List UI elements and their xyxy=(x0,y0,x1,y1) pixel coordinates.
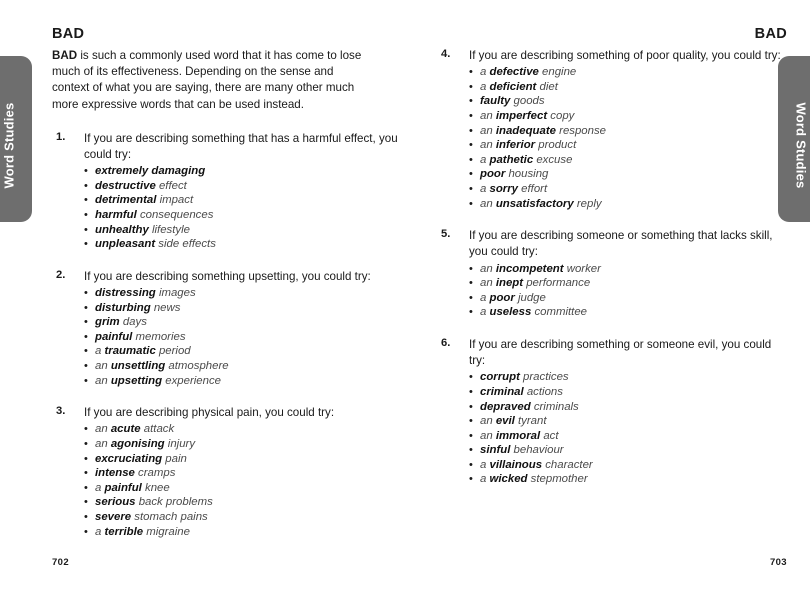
synonym-article: a xyxy=(480,458,490,471)
folio-right: 703 xyxy=(769,557,787,568)
synonym-list xyxy=(469,370,787,487)
sense-prompt: If you are describing something that has a harmful effect, you could try: xyxy=(84,131,398,162)
synonym-collocate: period xyxy=(155,345,191,358)
synonym-collocate: cramps xyxy=(134,467,176,480)
running-head-right: BAD xyxy=(754,26,787,42)
page-left-body xyxy=(52,48,402,556)
synonym-item xyxy=(469,370,787,385)
synonym-keyword: evil xyxy=(495,415,515,428)
synonym-keyword: unhealthy xyxy=(95,223,149,236)
synonym-item xyxy=(469,429,787,444)
synonym-list xyxy=(469,262,787,320)
synonym-keyword: severe xyxy=(95,510,132,523)
synonym-keyword: inferior xyxy=(495,139,536,152)
synonym-collocate: images xyxy=(155,286,196,299)
synonym-item xyxy=(469,305,787,320)
synonym-list xyxy=(84,164,402,252)
synonym-item xyxy=(469,167,787,182)
sense-number: 4. xyxy=(441,48,451,60)
synonym-keyword: incompetent xyxy=(495,262,564,275)
synonym-keyword: disturbing xyxy=(95,301,151,314)
synonym-article: a xyxy=(95,481,105,494)
synonym-item xyxy=(469,94,787,109)
synonym-collocate: stomach pains xyxy=(131,510,208,523)
synonym-keyword: faulty xyxy=(480,95,511,108)
synonym-item xyxy=(84,301,402,316)
synonym-item xyxy=(469,65,787,80)
synonym-collocate: days xyxy=(119,316,147,329)
sense-block xyxy=(52,269,402,388)
synonym-item xyxy=(469,262,787,277)
synonym-collocate: pain xyxy=(162,452,187,465)
synonym-collocate: tyrant xyxy=(514,415,547,428)
synonym-item xyxy=(469,276,787,291)
synonym-keyword: sorry xyxy=(489,182,518,195)
synonym-collocate: excuse xyxy=(533,153,573,166)
synonym-collocate: impact xyxy=(156,194,194,207)
synonym-keyword: unpleasant xyxy=(95,238,156,251)
synonym-collocate: knee xyxy=(141,481,170,494)
synonym-item xyxy=(469,124,787,139)
sense-number: 6. xyxy=(441,336,451,349)
synonym-article: an xyxy=(95,374,111,387)
synonym-keyword: criminal xyxy=(480,385,524,398)
synonym-item xyxy=(84,510,402,525)
synonym-collocate: judge xyxy=(514,291,546,304)
sense-number: 1. xyxy=(56,130,66,143)
synonym-keyword: harmful xyxy=(95,209,137,221)
synonym-collocate: housing xyxy=(505,168,549,181)
synonym-item xyxy=(84,452,402,467)
synonym-collocate: news xyxy=(150,301,181,314)
synonym-item xyxy=(84,223,402,238)
synonym-collocate: stepmother xyxy=(527,473,588,486)
synonym-item xyxy=(469,472,787,487)
sense-list-left xyxy=(52,131,402,539)
synonym-article: an xyxy=(95,359,111,372)
sense-block xyxy=(52,131,402,252)
synonym-article: a xyxy=(480,473,490,486)
synonym-keyword: corrupt xyxy=(480,371,520,384)
synonym-item xyxy=(84,359,402,374)
synonym-keyword: traumatic xyxy=(104,345,156,358)
synonym-keyword: poor xyxy=(489,291,515,304)
synonym-keyword: depraved xyxy=(480,400,531,413)
synonym-keyword: defective xyxy=(489,66,539,79)
synonym-collocate: committee xyxy=(531,306,588,319)
synonym-keyword: pathetic xyxy=(489,153,534,166)
synonym-collocate: reply xyxy=(573,197,602,210)
synonym-collocate: effect xyxy=(155,179,187,192)
synonym-collocate: memories xyxy=(132,330,186,343)
synonym-keyword: distressing xyxy=(95,286,156,299)
synonym-item xyxy=(84,193,402,208)
synonym-keyword: terrible xyxy=(104,525,144,538)
sense-number: 2. xyxy=(56,268,66,281)
synonym-collocate: criminals xyxy=(530,400,579,413)
folio-left: 702 xyxy=(52,557,70,568)
synonym-list xyxy=(469,65,787,211)
synonym-item xyxy=(84,237,402,252)
sense-prompt: If you are describing something or someone evil, you could try: xyxy=(469,337,772,368)
sense-block xyxy=(437,48,787,211)
synonym-item xyxy=(469,80,787,95)
sense-block xyxy=(52,405,402,539)
synonym-item xyxy=(84,179,402,194)
synonym-article: a xyxy=(480,182,490,195)
sense-prompt: If you are describing something of poor quality, you could try: xyxy=(469,49,781,62)
synonym-keyword: deficient xyxy=(489,80,537,93)
side-tab-right-label: Word Studies xyxy=(793,102,809,188)
sense-list-right xyxy=(437,48,787,487)
synonym-collocate: diet xyxy=(536,80,558,93)
intro-paragraph xyxy=(52,48,372,113)
synonym-item xyxy=(84,374,402,389)
synonym-article: a xyxy=(480,291,490,304)
synonym-article: a xyxy=(95,345,105,358)
side-tab-left[interactable] xyxy=(0,56,32,222)
synonym-keyword: grim xyxy=(95,316,120,329)
synonym-item xyxy=(84,422,402,437)
synonym-article: an xyxy=(480,415,496,428)
synonym-article: an xyxy=(480,109,496,122)
sense-prompt: If you are describing someone or something that lacks skill, you could try: xyxy=(469,229,773,259)
synonym-collocate: side effects xyxy=(155,238,216,251)
sense-number: 5. xyxy=(441,228,451,241)
synonym-collocate: product xyxy=(535,139,577,152)
synonym-collocate: attack xyxy=(140,423,175,436)
page-left xyxy=(52,0,402,592)
synonym-article: an xyxy=(480,139,496,152)
synonym-keyword: useless xyxy=(489,306,532,319)
synonym-keyword: extremely damaging xyxy=(95,165,206,178)
synonym-collocate: consequences xyxy=(136,209,214,221)
synonym-article: an xyxy=(480,277,496,290)
synonym-collocate: migraine xyxy=(143,525,190,538)
synonym-item xyxy=(469,400,787,415)
synonym-collocate: character xyxy=(542,458,593,471)
synonym-article: an xyxy=(480,429,496,442)
sense-number: 3. xyxy=(56,405,66,418)
synonym-keyword: acute xyxy=(110,423,141,436)
synonym-article: a xyxy=(480,153,490,166)
synonym-keyword: imperfect xyxy=(495,109,548,122)
synonym-keyword: villainous xyxy=(489,458,543,471)
synonym-keyword: serious xyxy=(95,496,136,509)
synonym-keyword: upsetting xyxy=(110,374,163,387)
running-head-left: BAD xyxy=(52,26,85,42)
synonym-article: an xyxy=(480,262,496,275)
synonym-item xyxy=(469,458,787,473)
synonym-keyword: inept xyxy=(495,277,524,290)
synonym-list xyxy=(84,286,402,388)
sense-prompt: If you are describing physical pain, you could try: xyxy=(84,406,335,420)
synonym-item xyxy=(84,525,402,540)
synonym-item xyxy=(84,495,402,510)
synonym-keyword: wicked xyxy=(489,473,528,486)
synonym-item xyxy=(84,344,402,359)
synonym-item xyxy=(469,138,787,153)
synonym-item xyxy=(84,437,402,452)
synonym-list xyxy=(84,422,402,539)
synonym-item xyxy=(469,182,787,197)
synonym-collocate: lifestyle xyxy=(148,223,190,236)
page-right xyxy=(437,0,787,592)
synonym-collocate: actions xyxy=(523,385,563,398)
synonym-article: a xyxy=(480,306,490,319)
synonym-collocate: goods xyxy=(510,95,545,108)
synonym-item xyxy=(469,414,787,429)
synonym-keyword: destructive xyxy=(95,179,156,192)
synonym-collocate: back problems xyxy=(135,496,213,509)
synonym-collocate: practices xyxy=(519,371,569,384)
synonym-collocate: worker xyxy=(563,262,601,275)
synonym-item xyxy=(84,315,402,330)
synonym-collocate: atmosphere xyxy=(165,359,229,372)
synonym-article: a xyxy=(480,80,490,93)
synonym-item xyxy=(84,286,402,301)
synonym-keyword: immoral xyxy=(495,429,541,442)
intro-headword: BAD xyxy=(52,49,78,62)
synonym-item xyxy=(469,197,787,212)
synonym-item xyxy=(469,385,787,400)
synonym-keyword: sinful xyxy=(480,444,511,457)
synonym-article: an xyxy=(95,437,111,450)
synonym-keyword: painful xyxy=(104,481,142,494)
synonym-keyword: unsettling xyxy=(110,359,166,372)
sense-prompt: If you are describing something upsetting, you could try: xyxy=(84,269,371,283)
sense-block xyxy=(437,228,787,320)
synonym-item xyxy=(469,291,787,306)
synonym-item xyxy=(84,164,402,179)
synonym-collocate: copy xyxy=(547,109,575,122)
synonym-article: an xyxy=(95,423,111,436)
synonym-keyword: poor xyxy=(480,168,506,181)
page-right-body xyxy=(437,48,787,504)
synonym-item xyxy=(469,109,787,124)
synonym-article: an xyxy=(480,124,496,137)
synonym-article: a xyxy=(95,525,105,538)
synonym-article: an xyxy=(480,197,496,210)
synonym-keyword: excruciating xyxy=(95,452,163,465)
synonym-collocate: performance xyxy=(523,277,591,290)
synonym-keyword: detrimental xyxy=(95,194,157,207)
side-tab-left-label: Word Studies xyxy=(1,102,17,188)
synonym-collocate: injury xyxy=(164,437,196,450)
synonym-item xyxy=(84,330,402,345)
synonym-keyword: inadequate xyxy=(495,124,556,137)
synonym-collocate: behaviour xyxy=(510,444,564,457)
sense-block xyxy=(437,337,787,487)
synonym-item xyxy=(84,208,402,223)
synonym-item xyxy=(469,153,787,168)
synonym-keyword: unsatisfactory xyxy=(495,197,574,210)
synonym-keyword: intense xyxy=(95,467,135,480)
synonym-collocate: experience xyxy=(162,374,221,387)
synonym-collocate: effort xyxy=(518,182,548,195)
synonym-item xyxy=(469,443,787,458)
synonym-collocate: response xyxy=(555,124,607,137)
synonym-collocate: act xyxy=(540,429,559,442)
synonym-item xyxy=(84,466,402,481)
synonym-article: a xyxy=(480,66,490,79)
synonym-collocate: engine xyxy=(538,66,577,79)
synonym-keyword: painful xyxy=(95,330,133,343)
intro-text: is such a commonly used word that it has come to lose much of its effectiveness. Depending on the sense and context of what you are saying, there are many other much more expressive words that can be used instead. xyxy=(52,49,362,111)
synonym-keyword: agonising xyxy=(110,437,165,450)
synonym-item xyxy=(84,481,402,496)
